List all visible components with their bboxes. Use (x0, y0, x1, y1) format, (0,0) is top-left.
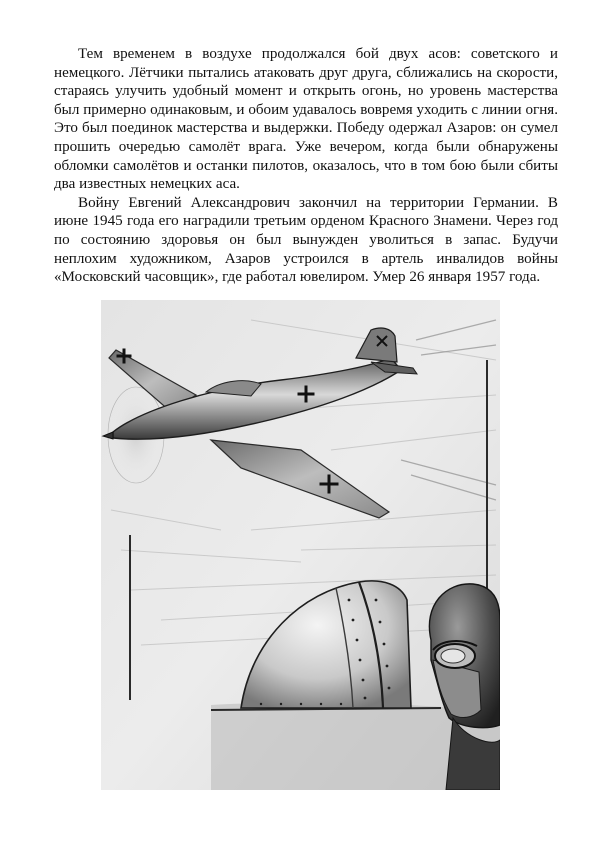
paragraph-2: Войну Евгений Александрович закончил на территории Германии. В июне 1945 года его наградили третьим орденом Красного Знамени. Через год по состоянию здоровья он был вынужден уволиться в запас. Будучи неплохим художником, Азаров устроился в артель инвалидов войны «Московский часовщик», где работал ювелиром. Умер 26 января 1957 года. (54, 194, 558, 286)
pencil-illustration (101, 300, 500, 790)
article-text (54, 45, 558, 287)
paragraph-1: Тем временем в воздухе продолжался бой двух асов: советского и немецкого. Лётчики пытались атаковать друг друга, сближались на скорости, стараясь улучить удобный момент и открыть огонь, но уровень мастерства был примерно одинаковым, и обоим удавалось вовремя уходить с линии огня. Это был поединок мастерства и выдержки. Победу одержал Азаров: он сумел прошить очередью самолёт врага. Уже вечером, когда были обнаружены обломки самолётов и останки пилотов, оказалось, что в том бою были сбиты два известных немецких аса. (54, 46, 558, 193)
